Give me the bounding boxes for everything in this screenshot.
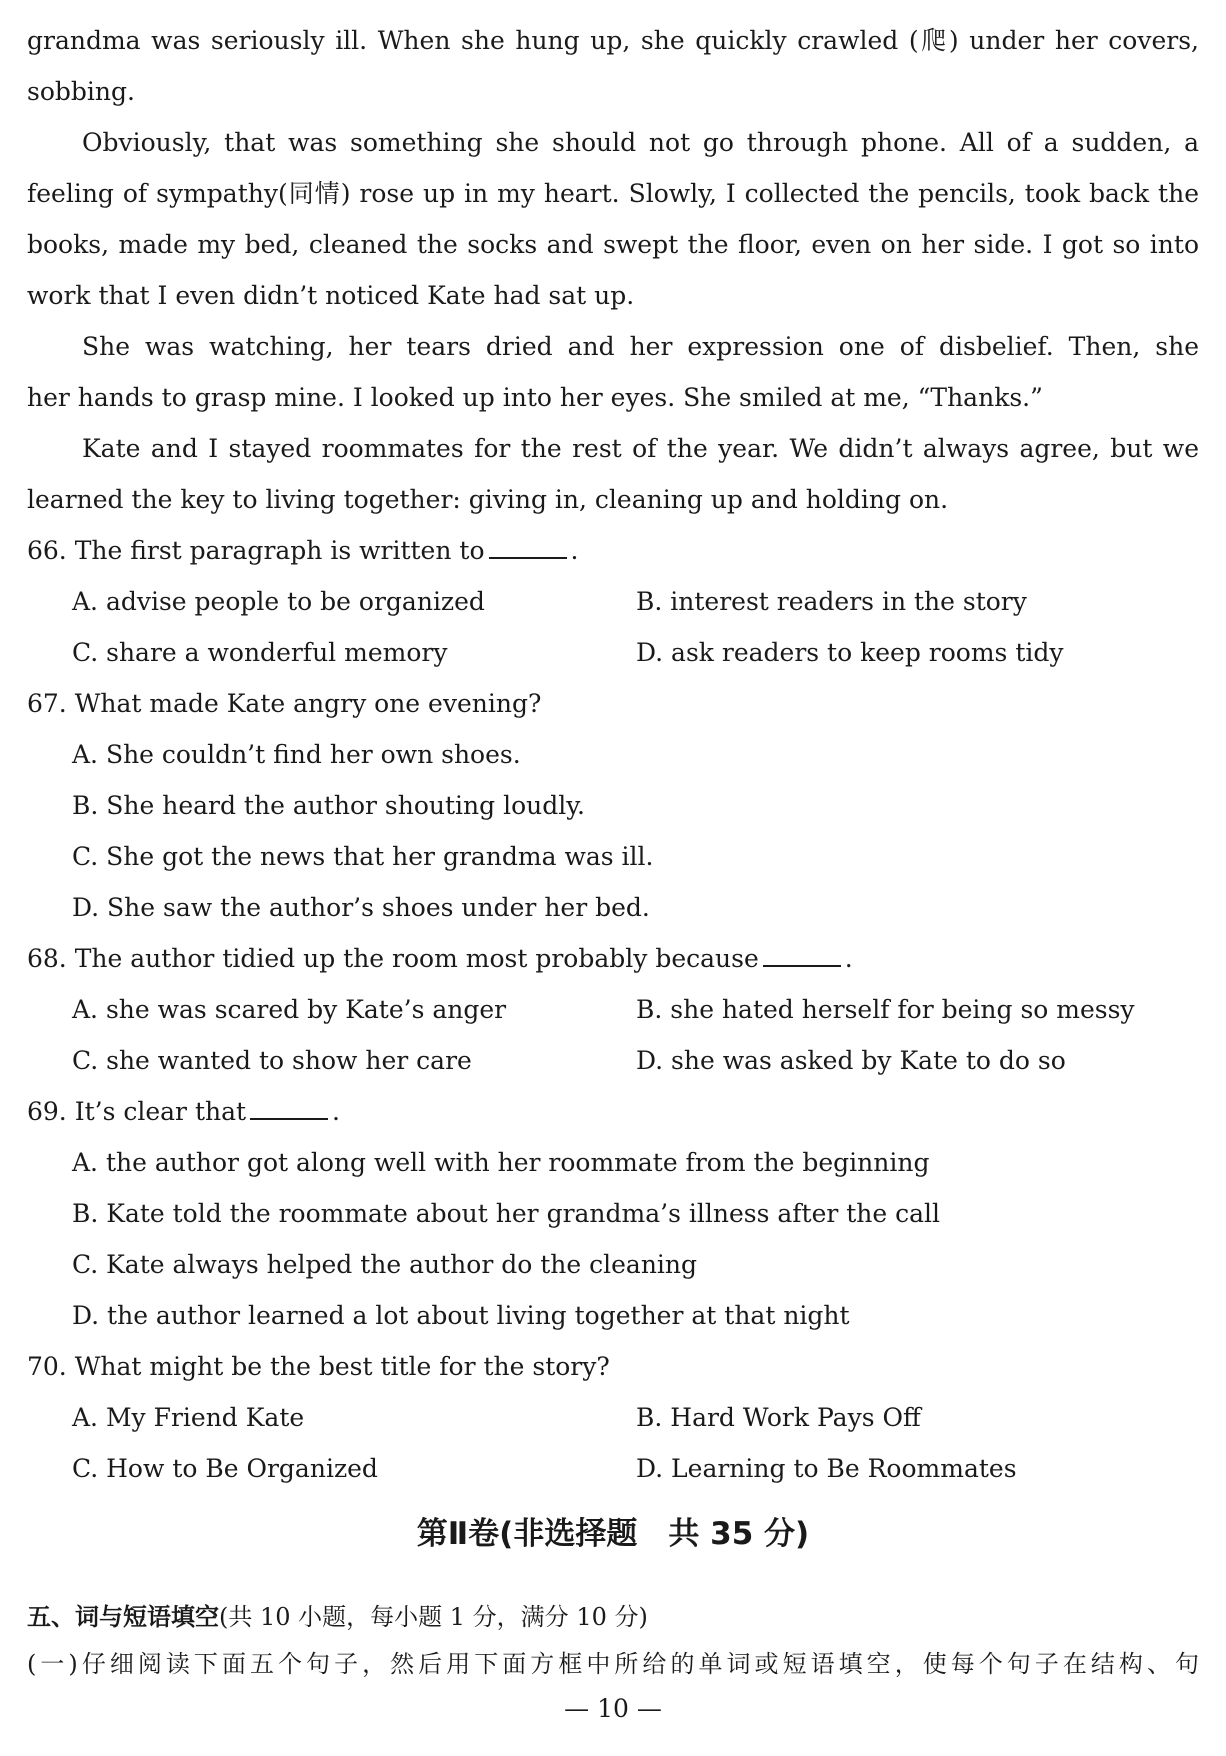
- option-69c: C. Kate always helped the author do the cleaning: [72, 1250, 698, 1279]
- option-68d: D. she was asked by Kate to do so: [636, 1046, 1066, 1075]
- question-stem-text: 69. It’s clear that: [27, 1097, 247, 1126]
- option-68b: B. she hated herself for being so messy: [636, 995, 1135, 1024]
- answer-blank: [489, 533, 567, 559]
- passage-line: grandma was seriously ill. When she hung up, she quickly crawled (爬) under her covers,: [27, 26, 1199, 55]
- question-stem-text: 68. The author tidied up the room most probably because: [27, 944, 759, 973]
- answer-blank: [250, 1094, 328, 1120]
- question-67-stem: 67. What made Kate angry one evening?: [27, 689, 542, 718]
- question-stem-text: .: [332, 1097, 340, 1126]
- option-67c: C. She got the news that her grandma was ill.: [72, 842, 654, 871]
- option-69d: D. the author learned a lot about living together at that night: [72, 1301, 850, 1330]
- option-67d: D. She saw the author’s shoes under her bed.: [72, 893, 650, 922]
- option-67b: B. She heard the author shouting loudly.: [72, 791, 586, 820]
- option-66a: A. advise people to be organized: [72, 587, 485, 616]
- question-69-stem: [27, 1092, 1199, 1132]
- passage-line: work that I even didn’t noticed Kate had sat up.: [27, 281, 635, 310]
- passage-line: She was watching, her tears dried and her expression one of disbelief. Then, she: [82, 332, 1199, 361]
- option-69b: B. Kate told the roommate about her grandma’s illness after the call: [72, 1199, 941, 1228]
- part-five-label: 五、词与短语填空: [27, 1603, 219, 1631]
- option-66c: C. share a wonderful memory: [72, 638, 448, 667]
- option-70d: D. Learning to Be Roommates: [636, 1454, 1017, 1483]
- question-66-stem: [27, 531, 1199, 571]
- passage-line: her hands to grasp mine. I looked up into her eyes. She smiled at me, “Thanks.”: [27, 383, 1043, 412]
- question-stem-text: 66. The first paragraph is written to: [27, 536, 485, 565]
- question-stem-text: .: [570, 536, 579, 565]
- passage-line: learned the key to living together: giving in, cleaning up and holding on.: [27, 485, 949, 514]
- option-66d: D. ask readers to keep rooms tidy: [636, 638, 1064, 667]
- page-number: — 10 —: [564, 1694, 662, 1723]
- option-70b: B. Hard Work Pays Off: [636, 1403, 921, 1432]
- part-five-scoring: (共 10 小题，每小题 1 分，满分 10 分): [219, 1603, 648, 1631]
- passage-line: sobbing.: [27, 77, 135, 106]
- question-stem-text: .: [844, 944, 853, 973]
- passage-line: feeling of sympathy(同情) rose up in my heart. Slowly, I collected the pencils, took back the: [27, 179, 1199, 208]
- passage-line: Obviously, that was something she should not go through phone. All of a sudden, a: [82, 128, 1199, 157]
- option-69a: A. the author got along well with her roommate from the beginning: [72, 1148, 930, 1177]
- option-70a: A. My Friend Kate: [72, 1403, 305, 1432]
- question-70-stem: 70. What might be the best title for the story?: [27, 1352, 610, 1381]
- option-68c: C. she wanted to show her care: [72, 1046, 472, 1075]
- passage-line: books, made my bed, cleaned the socks and swept the floor, even on her side. I got so into: [27, 230, 1199, 259]
- option-70c: C. How to Be Organized: [72, 1454, 378, 1483]
- question-68-stem: [27, 939, 1199, 979]
- option-66b: B. interest readers in the story: [636, 587, 1027, 616]
- option-68a: A. she was scared by Kate’s anger: [72, 995, 507, 1024]
- answer-blank: [763, 941, 841, 967]
- section-title: 第Ⅱ卷(非选择题 共 35 分): [416, 1516, 810, 1552]
- option-67a: A. She couldn’t find her own shoes.: [72, 740, 521, 769]
- passage-line: Kate and I stayed roommates for the rest of the year. We didn’t always agree, but we: [82, 434, 1199, 463]
- part-five-instruction: (一)仔细阅读下面五个句子，然后用下面方框中所给的单词或短语填空，使每个句子在结构、句: [27, 1650, 1199, 1678]
- part-five-heading: [27, 1597, 648, 1637]
